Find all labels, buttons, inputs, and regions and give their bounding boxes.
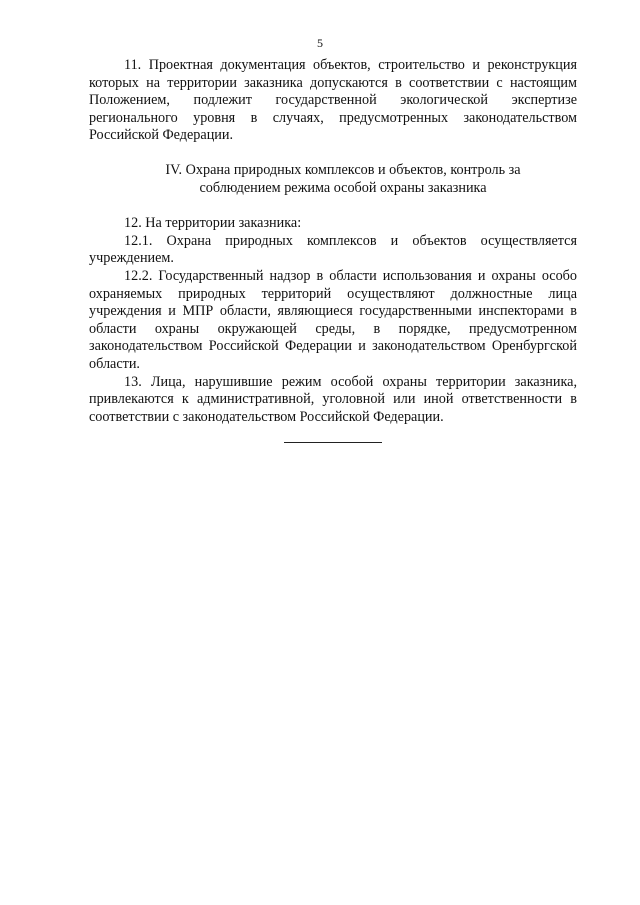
section-title-line-2: соблюдением режима особой охраны заказника bbox=[199, 179, 487, 196]
section-title-line-1: IV. Охрана природных комплексов и объектов, контроль за bbox=[165, 161, 521, 178]
page-number: 5 bbox=[317, 36, 323, 50]
paragraph-11: 11. Проектная документация объектов, строительство и реконструкция которых на территории заказника допускаются в соответствии с настоящим Положением, подлежит государственной экологической экспертизе регионального уровня в случаях, предусмотренных законодательством Российской Федерации. bbox=[89, 57, 577, 144]
section-heading bbox=[89, 162, 577, 197]
end-separator-line bbox=[284, 442, 382, 443]
paragraph-12-1: 12.1. Охрана природных комплексов и объектов осуществляется учреждением. bbox=[89, 232, 577, 267]
paragraph-12-2: 12.2. Государственный надзор в области использования и охраны особо охраняемых природных территорий осуществляют должностные лица учреждения и МПР области, являющиеся государственными инспекторами в области охраны окружающей среды, в порядке, предусмотренном законодательством Российской Федерации и законодательством Оренбургской области. bbox=[89, 267, 577, 372]
document-body bbox=[89, 57, 577, 426]
paragraph-12: 12. На территории заказника: bbox=[124, 215, 302, 232]
paragraph-13: 13. Лица, нарушившие режим особой охраны территории заказника, привлекаются к административной, уголовной или иной ответственности в соответствии с законодательством Российской Федерации. bbox=[89, 373, 577, 425]
